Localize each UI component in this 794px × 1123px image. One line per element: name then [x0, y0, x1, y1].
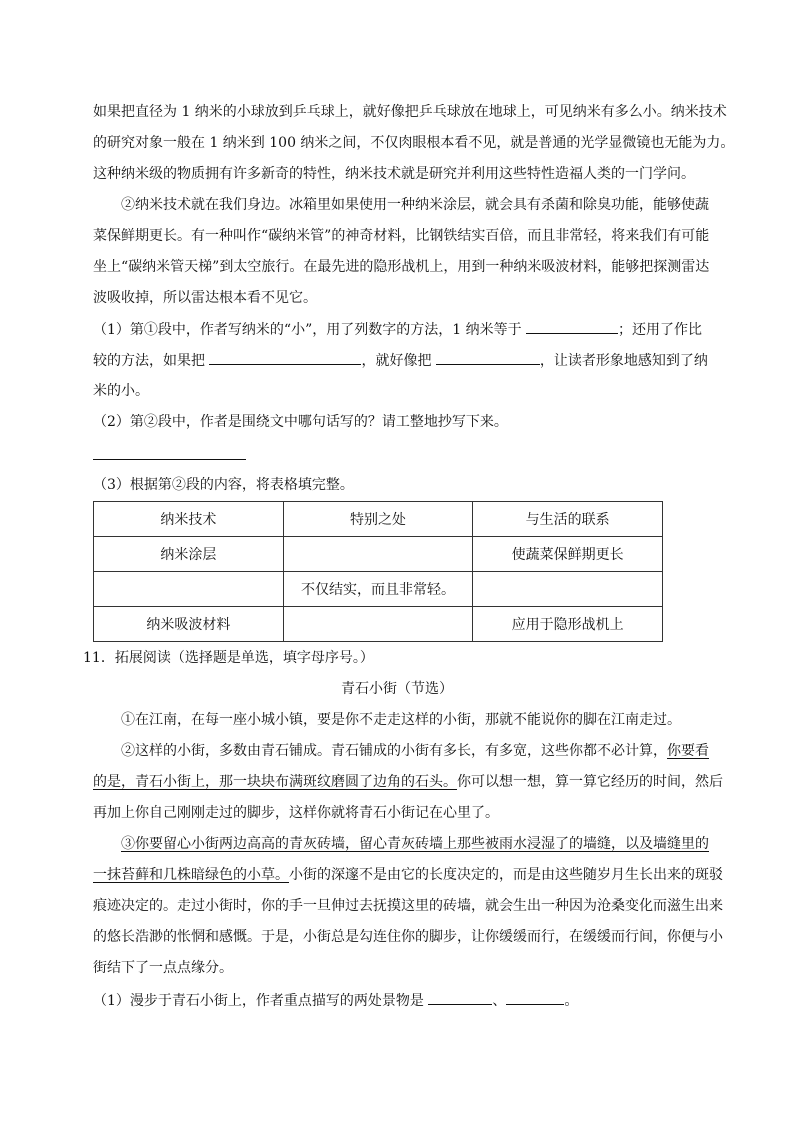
- plain-text: ②这样的小街，多数由青石铺成。青石铺成的小街有多长，有多宽，这些你都不必计算，: [121, 743, 667, 759]
- passage-line: ①在江南，在每一座小城小镇，要是你不走走这样的小街，那就不能说你的脚在江南走过。: [121, 712, 681, 728]
- answer-blank[interactable]: [209, 350, 361, 365]
- table-row: [94, 537, 663, 572]
- table-row: [94, 572, 663, 607]
- passage-line: [93, 772, 723, 792]
- question-text: 较的方法，如果把: [93, 353, 205, 369]
- table-cell: 不仅结实，而且非常轻。: [283, 572, 473, 607]
- question-text: （1）漫步于青石小街上，作者重点描写的两处景物是: [93, 993, 424, 1009]
- passage-line: 再加上你自己刚刚走过的脚步，这样你就将青石小街记在心里了。: [93, 805, 499, 821]
- answer-blank[interactable]: [428, 990, 492, 1005]
- plain-text: 小街的深邃不是由它的长度决定的，而是由这些随岁月生长出来的斑驳: [289, 867, 723, 883]
- passage-line: 坐上“碳纳米管天梯”到太空旅行。在最先进的隐形战机上，用到一种纳米吸波材料，能够把探测雷达: [93, 259, 710, 275]
- question-11-1: [93, 990, 578, 1011]
- underlined-text: ③你要留心小街两边高高的青灰砖墙，留心青灰砖墙上那些被雨水浸湿了的墙缝，以及墙缝里的: [121, 836, 709, 852]
- answer-line[interactable]: [93, 459, 246, 460]
- passage-line: 痕迹决定的。走过小街时，你的手一旦伸过去抚摸这里的砖墙，就会生出一种因为沧桑变化而滋生出来: [93, 898, 723, 914]
- question-text: ；还用了作比: [618, 322, 703, 338]
- table-cell: 纳米涂层: [94, 537, 284, 572]
- question-2: （2）第②段中，作者是围绕文中哪句话写的？请工整地抄写下来。: [93, 414, 508, 430]
- passage-line: ②纳米技术就在我们身边。冰箱里如果使用一种纳米涂层，就会具有杀菌和除臭功能，能够使蔬: [121, 197, 709, 213]
- passage-line: [121, 741, 709, 761]
- plain-text: 你可以想一想，算一算它经历的时间，然后: [457, 774, 723, 790]
- question-text: 、: [492, 993, 507, 1009]
- table-cell-blank[interactable]: [283, 537, 473, 572]
- passage-title: 青石小街（节选）: [341, 681, 453, 697]
- passage-line: 菜保鲜期更长。有一种叫作“碳纳米管”的神奇材料，比钢铁结实百倍，而且非常轻，将来我们有可能: [93, 228, 710, 244]
- passage-line: 街结下了一点点缘分。: [93, 960, 233, 976]
- table-cell-blank[interactable]: [473, 572, 663, 607]
- table-cell: 纳米吸波材料: [94, 607, 284, 642]
- passage-line: 如果把直径为 1 纳米的小球放到乒乓球上，就好像把乒乓球放在地球上，可见纳米有多么小。纳米技术: [93, 104, 727, 120]
- table-cell: 应用于隐形战机上: [473, 607, 663, 642]
- answer-blank[interactable]: [506, 990, 564, 1005]
- table-header-cell: 与生活的联系: [473, 502, 663, 537]
- underlined-text: 一抹苔藓和几株暗绿色的小草。: [93, 867, 289, 883]
- passage-line: 波吸收掉，所以雷达根本看不见它。: [93, 290, 317, 306]
- question-1-line-3: 米的小。: [93, 383, 149, 399]
- table-cell: 使蔬菜保鲜期更长: [473, 537, 663, 572]
- table-cell-blank[interactable]: [283, 607, 473, 642]
- passage-line: 这种纳米级的物质拥有许多新奇的特性，纳米技术就是研究并利用这些特性造福人类的一门学问。: [93, 166, 695, 182]
- answer-blank[interactable]: [526, 319, 618, 334]
- question-text: （1）第①段中，作者写纳米的“小”，用了列数字的方法，1 纳米等于: [93, 322, 522, 338]
- passage-line: [93, 865, 723, 885]
- underlined-text: 的是，青石小街上，那一块块布满斑纹磨圆了边角的石头。: [93, 774, 457, 790]
- question-text: ，让读者形象地感知到了纳: [539, 353, 708, 369]
- passage-line: 的研究对象一般在 1 纳米到 100 纳米之间，不仅肉眼根本看不见，就是普通的光学显微镜也无能为力。: [93, 135, 735, 151]
- table-header-cell: 纳米技术: [94, 502, 284, 537]
- fill-in-table: [93, 501, 663, 642]
- passage-line: [121, 834, 709, 854]
- passage-line: 的悠长浩渺的怅惘和感慨。于是，小街总是勾连住你的脚步，让你缓缓而行，在缓缓而行间，你便与小: [93, 929, 723, 945]
- table-row: [94, 607, 663, 642]
- question-1-line-2: [93, 350, 708, 371]
- table-header-cell: 特别之处: [283, 502, 473, 537]
- section-heading: 11．拓展阅读（选择题是单选，填字母序号。）: [83, 650, 374, 666]
- question-1-line-1: [93, 319, 702, 340]
- table-cell-blank[interactable]: [94, 572, 284, 607]
- answer-blank[interactable]: [436, 350, 540, 365]
- question-3: （3）根据第②段的内容，将表格填完整。: [93, 477, 354, 493]
- underlined-text: 你要看: [667, 743, 709, 759]
- table-header-row: [94, 502, 663, 537]
- question-text: 。: [564, 993, 579, 1009]
- question-text: ，就好像把: [361, 353, 432, 369]
